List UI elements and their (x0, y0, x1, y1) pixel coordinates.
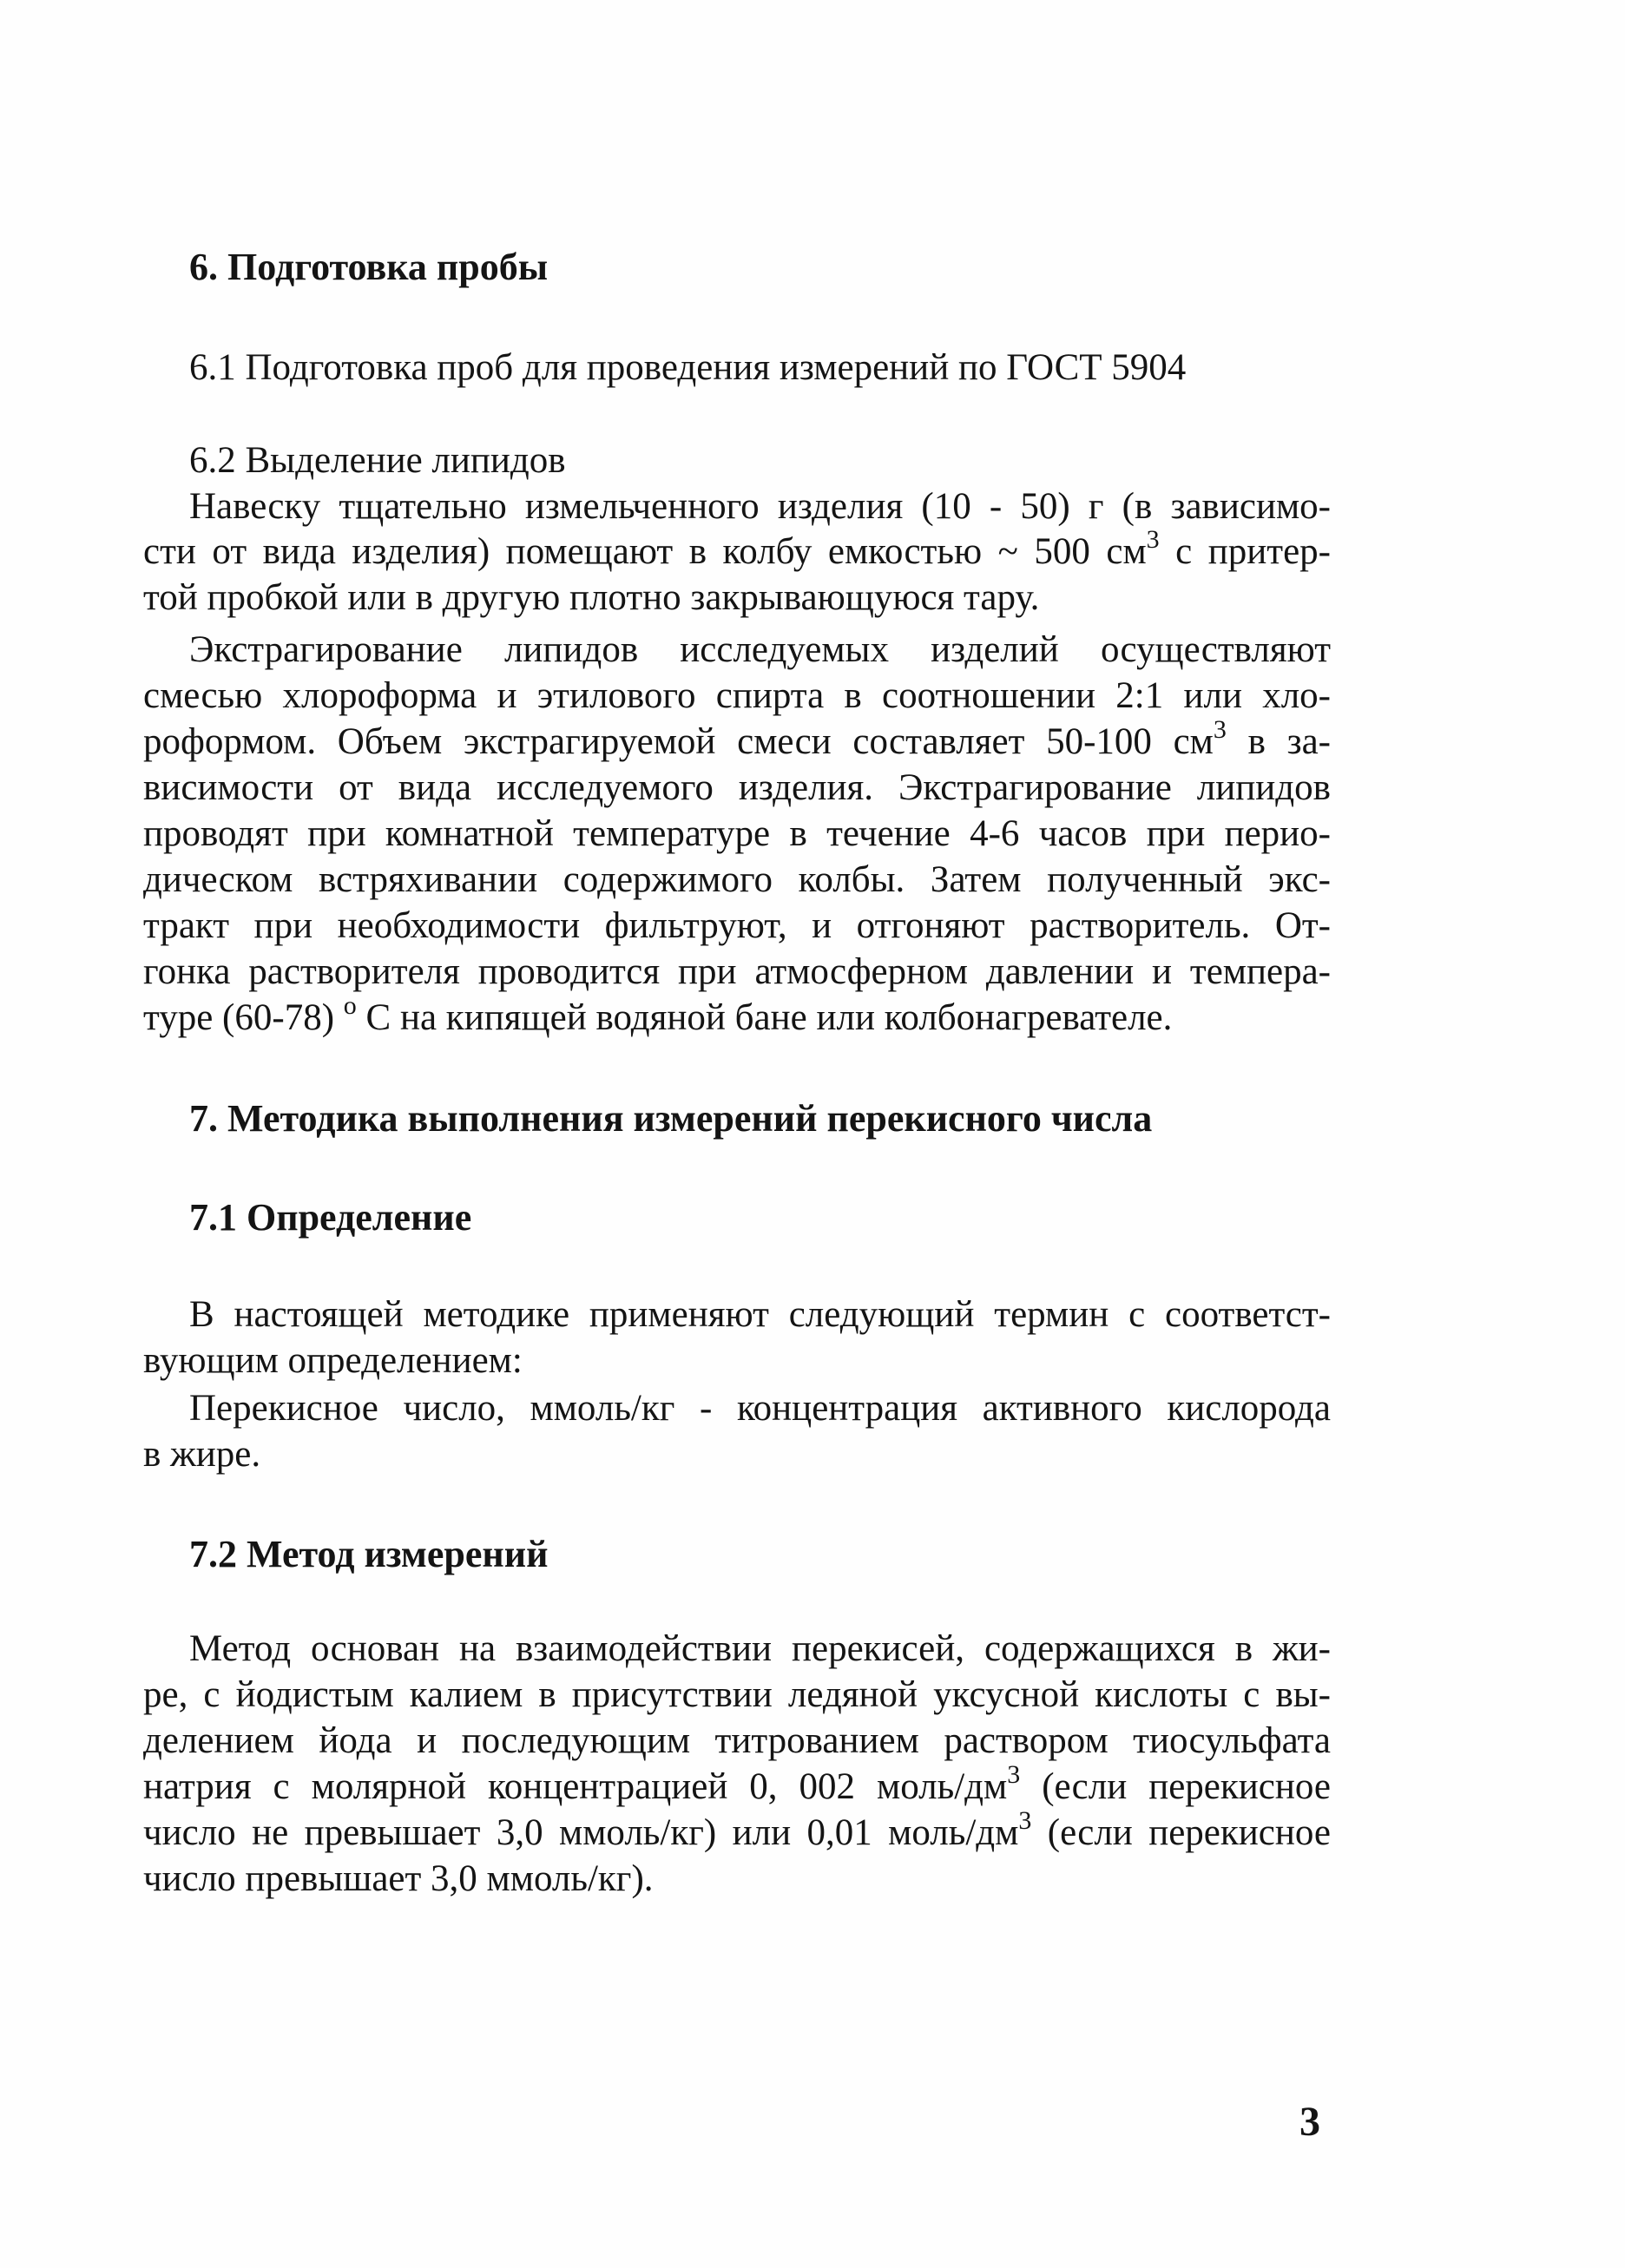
section-7-1-heading: 7.1 Определение (189, 1196, 472, 1239)
page-number: 3 (1299, 2099, 1320, 2145)
paragraph-line: делением йода и последующим титрованием раствором тиосульфата (143, 1720, 1331, 1761)
section-7-2-heading: 7.2 Метод измерений (189, 1533, 549, 1575)
paragraph-line: Перекисное число, ммоль/кг - концентрация активного кислорода (189, 1388, 1331, 1429)
superscript: 3 (1018, 1806, 1032, 1835)
paragraph-line: гонка растворителя проводится при атмосферном давлении и темпера- (143, 951, 1331, 992)
superscript: 3 (1213, 715, 1227, 744)
paragraph-line: натрия с молярной концентрацией 0, 002 моль/$дм^3$ (если перекисное (143, 1760, 1331, 1807)
paragraph-line: сти от вида изделия) помещают в колбу емкостью ~ 500 $см^3$ с притер- (143, 525, 1331, 572)
section-6-heading: 6. Подготовка пробы (189, 246, 549, 288)
paragraph-line: туре (60-78) $^о$ С на кипящей водяной бане или колбонагревателе. (143, 991, 1173, 1038)
paragraph-line: вующим определением: (143, 1340, 523, 1381)
item-6-1: 6.1 Подготовка проб для проведения измерений по ГОСТ 5904 (189, 347, 1187, 388)
paragraph-line: Экстрагирование липидов исследуемых изделий осуществляют (189, 629, 1331, 670)
paragraph-line: число превышает 3,0 ммоль/кг). (143, 1858, 654, 1899)
paragraph-line: тракт при необходимости фильтруют, и отгоняют растворитель. От- (143, 905, 1331, 946)
superscript: 3 (1007, 1760, 1021, 1789)
paragraph-line: в жире. (143, 1434, 261, 1475)
paragraph-line: смесью хлороформа и этилового спирта в соотношении 2:1 или хло- (143, 675, 1331, 716)
superscript: о (343, 991, 357, 1020)
paragraph-line: Метод основан на взаимодействии перекисей, содержащихся в жи- (189, 1628, 1331, 1669)
section-7-heading: 7. Методика выполнения измерений перекисного числа (189, 1097, 1153, 1140)
paragraph-line: В настоящей методике применяют следующий термин с соответст- (189, 1294, 1331, 1335)
paragraph-line: Навеску тщательно измельченного изделия (10 - 50) г (в зависимо- (189, 486, 1331, 527)
paragraph-line: висимости от вида исследуемого изделия. Экстрагирование липидов (143, 767, 1331, 808)
superscript: 3 (1146, 525, 1160, 554)
paragraph-line: той пробкой или в другую плотно закрывающуюся тару. (143, 577, 1040, 618)
paragraph-line: роформом. Объем экстрагируемой смеси составляет 50-100 $см^3$ в за- (143, 715, 1331, 762)
paragraph-line: число не превышает 3,0 ммоль/кг) или 0,01 моль/$дм^3$ (если перекисное (143, 1806, 1331, 1853)
paragraph-line: ре, с йодистым калием в присутствии ледяной уксусной кислоты с вы- (143, 1674, 1331, 1715)
paragraph-line: проводят при комнатной температуре в течение 4-6 часов при перио- (143, 813, 1331, 854)
item-6-2-title: 6.2 Выделение липидов (189, 440, 566, 481)
paragraph-line: дическом встряхивании содержимого колбы. Затем полученный экс- (143, 859, 1331, 900)
